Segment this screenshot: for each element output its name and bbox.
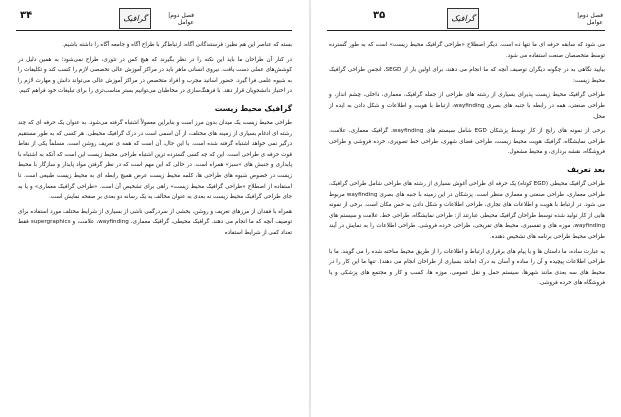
paragraph: طراحی محیط زیست یک میدان بدون مرز است و بنابراین معمولاً اشتباه گرفته می‌شود. به عنوان یک حرفه ای که چند رشته ای ادغام بسیاری از زمینه های مختلف، از آن اسمی است در درک گرافیک محیطی. هر کسی که به طور مستقیم درگیر نمی خواهد اشتباه گرفته شده است. با این حال، آن است که همه ی تعریف روشن است. مسلماً یکی از نقاط قوت حرفه ی طراحی است. این که چه کسی گسترده ترین اشتباه طراحی محیط زیست این است که آنکه به اشتباه با پایداری و جنبش های «سبز» همراه است. در حالی که این مهم است که در نظر گرفتن مواد پایدار و سازگار با محیط زیست در خصوص شیوه های طراحی ها، کلمه محیط زیست عرض همیچ رابطه ای به محیط زیست طبیعی است. تا استفاده از اصطلاح «طراحی گرافیک محیط زیست» راهی برای تشخیص آن است. «طراحی گرافیک معماری» و یا به جای طراحی گرافیک محیط زیست نه بعدی به عنوان مخالف به یک رسانه دو بعدی بر صفحه نمایش است. — [18, 119, 292, 201]
logo-icon: گرافیک — [119, 8, 151, 29]
paragraph: بیایید نگاهی به در چگونه دیگران توصیف آنچه که ما انجام می دهند، برای اولین بار از SEGD، انجمن طراحی گرافیک محیط زیست: — [329, 67, 605, 84]
page-body — [18, 40, 292, 243]
paragraph: همراه با فقدان از مرزهای تعریف و روشن، بخشی از سردرگمی ناشی از بسیاری از شرایط مختلف مورد استفاده برای توصیف آنچه که ما انجام می دهند. گرافیک محیطی، گرافیک معماری، wayfinding، علامت، و supergraphics فقط تعداد کمی از شرایط استفاده — [18, 208, 293, 236]
section-heading: گرافیک محیط زیست — [214, 103, 292, 113]
page-number: ۳۴ — [20, 10, 33, 21]
page-header — [16, 8, 292, 31]
logo-icon: گرافیک — [447, 8, 479, 29]
paragraph: برخی از نمونه های رایج از کار توسط پزشکان EGD شامل سیستم های wayfinding، گرافیک معماری، علامت، طراحی نمایشگاه، گرافیک هویت محیط زیست، طراحی فضای شهری، طراحی خط تصویری، خرده فروشی و طراحی فروشگاه، نقشه برداری، و محیط مشغول. — [329, 128, 605, 156]
right-page — [311, 0, 621, 417]
header-title: فصل دوم| عوامل — [168, 12, 194, 26]
paragraph: به عبارت ساده، ما داستان ها و یا پیام های برقراری ارتباط و اطلاعات را از طریق محیط ساخته شده را می گویند. ما با طراحی اطلاعات پیچیده و آن را ساده و آسان به درک (مانند بسیاری از طراحان انجام می دهند). تنها ما این کار را در محیط های سه بعدی مانند شهرها، سیستم حمل و نقل عمومی، موزه ها، کسب و کار و مجتمع های پزشکی و یا فروشگاه های خرده فروشی. — [329, 248, 605, 287]
section-heading: بعد تعریف — [567, 164, 605, 174]
paragraph: می شود که سابقه حرفه ای ما تنها ده است. دیگر اصطلاح «طراحی گرافیک محیط زیست» است که به طور گسترده توسط متخصصان صنعت استفاده می شود. — [329, 42, 605, 59]
paragraph: در کنار آن طراحان ما باید این نکته را در نظر بگیرند که هیچ کس در تئوری، طراح نمی‌شود؛ به همین دلیل در کوشش‌های عملی دست یافت. نیروی انسانی ماهر باید در مراکز آموزش عالی تخصصی لازم را کسب کند و تکلیفات را به شیوه علمی فرا گیرد. حضور اساتید مجرب و افراد متخصص در مراکز آموزش عالی می‌تواند دانش و مهارت لازم را در اختیار دانشجویان قرار دهد. با فرهنگ‌سازی در مخاطبان می‌توانیم بستر مناسب‌تری را برای تبلیغات خود فراهم کنیم. — [18, 56, 292, 95]
paragraph: بسته که عناصر این هم نظیر: فرستندگانی آگاه، ارتباط‌گر با طراح آگاه و جامعه آگاه را داشته باشیم. — [62, 42, 292, 48]
page-number: ۳۵ — [373, 10, 386, 21]
paragraph: طراحی گرافیک محیط زیست پذیرای بسیاری از رشته های طراحی از جمله گرافیک، معماری، داخلی، چشم انداز، و طراحی صنعتی، همه در رابطه با جنبه های بصری wayfinding، ارتباط با هویت و اطلاعات و شکل دادن به ایده از محل. — [329, 92, 605, 120]
left-page — [0, 0, 310, 417]
header-title: فصل دوم| عوامل — [577, 12, 603, 26]
page-header — [327, 8, 605, 31]
page-body — [329, 40, 605, 293]
paragraph: طراحی گرافیک محیطی (EGD کوتاه) یک حرفه ای طراحی آغوش بسیاری از رشته های طراحی شامل طراحی گرافیک، طراحی معماری، طراحی صنعتی و معماری منظر است. پزشکان در این زمینه با جنبه های بصری wayfinding مربوط می شود. در ارتباط با هویت و اطلاعات های تجاری، طراحی اطلاعات و شکل دادن به حس مکان است. برخی از نمونه هایی از کار تولید شده توسط طراحان گرافیک محیطی عبارتند از: طراحی نمایشگاه، طراحی خط، علامت و سیستم های wayfinding، موزه های و تفسیری، محیط های تفریحی، طراحی خرده فروشی. طراحی اطلاعات را به نمایش در آیند طراحی محیط طراحی برنامه های تشخیص دهنده. — [329, 180, 606, 240]
